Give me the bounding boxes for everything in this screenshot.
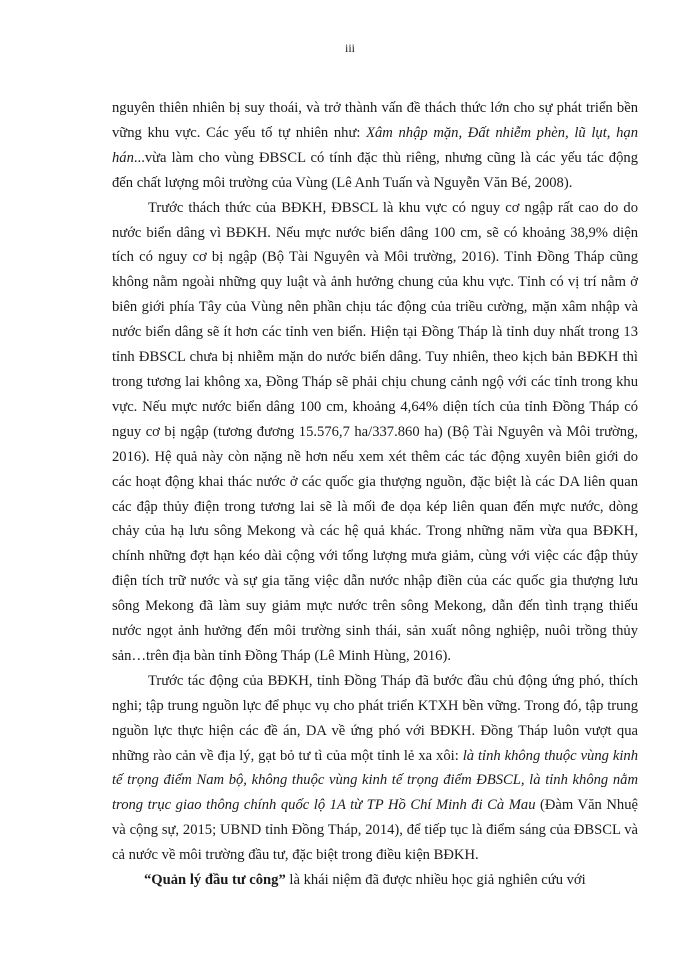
paragraph-4 bbox=[112, 868, 638, 893]
paragraph-3-italic: là tỉnh không thuộc vùng kinh tế trọng điểm Nam bộ, không thuộc vùng kinh tế trọng điểm ĐBSCL, là tỉnh không nằm trong trục giao thông chính quốc lộ 1A từ TP Hồ Chí Minh đi Cà Mau bbox=[112, 747, 638, 814]
paragraph-1-italic: Xâm nhập mặn, Đất nhiễm phèn, lũ lụt, hạn hán bbox=[112, 124, 638, 166]
paragraph-3 bbox=[112, 669, 638, 868]
paragraph-1 bbox=[112, 96, 638, 196]
paragraph-4-term: “Quản lý đầu tư công” bbox=[144, 872, 286, 889]
paragraph-2: Trước thách thức của BĐKH, ĐBSCL là khu vực có nguy cơ ngập rất cao do do nước biển dâng vì BĐKH. Nếu mực nước biển dâng 100 cm, sẽ có khoảng 38,9% diện tích có nguy cơ bị ngập (Bộ Tài Nguyên và Môi trường, 2016). Tỉnh Đồng Tháp cũng không nằm ngoài những quy luật và ảnh hưởng chung của khu vực. Tỉnh có vị trí nằm ở biên giới phía Tây của Vùng nên phần chịu tác động của triều cường, mặn xâm nhập và nước biển dâng sẽ ít hơn các tỉnh ven biển. Hiện tại Đồng Tháp là tỉnh duy nhất trong 13 tỉnh ĐBSCL chưa bị nhiễm mặn do nước biển dâng. Tuy nhiên, theo kịch bản BĐKH thì trong tương lai không xa, Đồng Tháp sẽ phải chịu chung cảnh ngộ với các tỉnh trong khu vực. Nếu mực nước biển dâng 100 cm, khoảng 4,64% diện tích của tỉnh Đồng Tháp có nguy cơ bị ngập (tương đương 15.576,7 ha/337.860 ha) (Bộ Tài Nguyên và Môi trường, 2016). Hệ quả này còn nặng nề hơn nếu xem xét thêm các tác động xuyên biên giới do các hoạt động khai thác nước ở các quốc gia thượng nguồn, đặc biệt là các DA liên quan các đập thủy điện trong tương lai sẽ là mối đe dọa kép liên quan đến mực nước, dòng chảy của hạ lưu sông Mekong và các hệ quả khác. Trong những năm vừa qua BĐKH, chính những đợt hạn kéo dài cộng với tổng lượng mưa giảm, cùng với việc các đập thủy điện tích trữ nước và sự gia tăng việc dẫn nước nhập điền của các quốc gia thượng lưu sông Mekong đã làm suy giảm mực nước trên sông Mekong, dẫn đến tình trạng thiếu nước ngọt ảnh hưởng đến môi trường sinh thái, sản xuất nông nghiệp, nuôi trồng thủy sản…trên địa bàn tỉnh Đồng Tháp (Lê Minh Hùng, 2016). bbox=[112, 199, 638, 664]
paragraph-4-text: là khái niệm đã được nhiều học giả nghiên cứu với bbox=[285, 872, 586, 889]
paragraph-1-text-a: nguyên thiên nhiên bị suy thoái, và trở thành vấn đề thách thức lớn cho sự phát triển bền vững khu vực. Các yếu tố tự nhiên như: bbox=[112, 100, 638, 141]
page-number: iii bbox=[344, 41, 355, 55]
paragraph-1-text-b: ...vừa làm cho vùng ĐBSCL có tính đặc thù riêng, nhưng cũng là các yếu tác động đến chất lượng môi trường của Vùng (Lê Anh Tuấn và Nguyễn Văn Bé, 2008). bbox=[112, 149, 638, 191]
paragraph-3-text-a: Trước tác động của BĐKH, tỉnh Đồng Tháp đã bước đầu chủ động ứng phó, thích nghi; tập trung nguồn lực để phục vụ cho phát triển KTXH bền vững. Trong đó, tập trung nguồn lực thực hiện các đề án, DA về ứng phó với BĐKH. Đồng Tháp luôn vượt qua những rào cản về địa lý, gạt bỏ tư tì của một tỉnh lẻ xa xôi: bbox=[112, 672, 638, 764]
paragraph-3-text-b: (Đàm Văn Nhuệ và cộng sự, 2015; UBND tỉnh Đồng Tháp, 2014), để tiếp tục là điểm sáng của ĐBSCL và cả nước về môi trường đầu tư, đặc biệt trong điều kiện BĐKH. bbox=[112, 797, 638, 864]
document-body bbox=[112, 96, 638, 893]
